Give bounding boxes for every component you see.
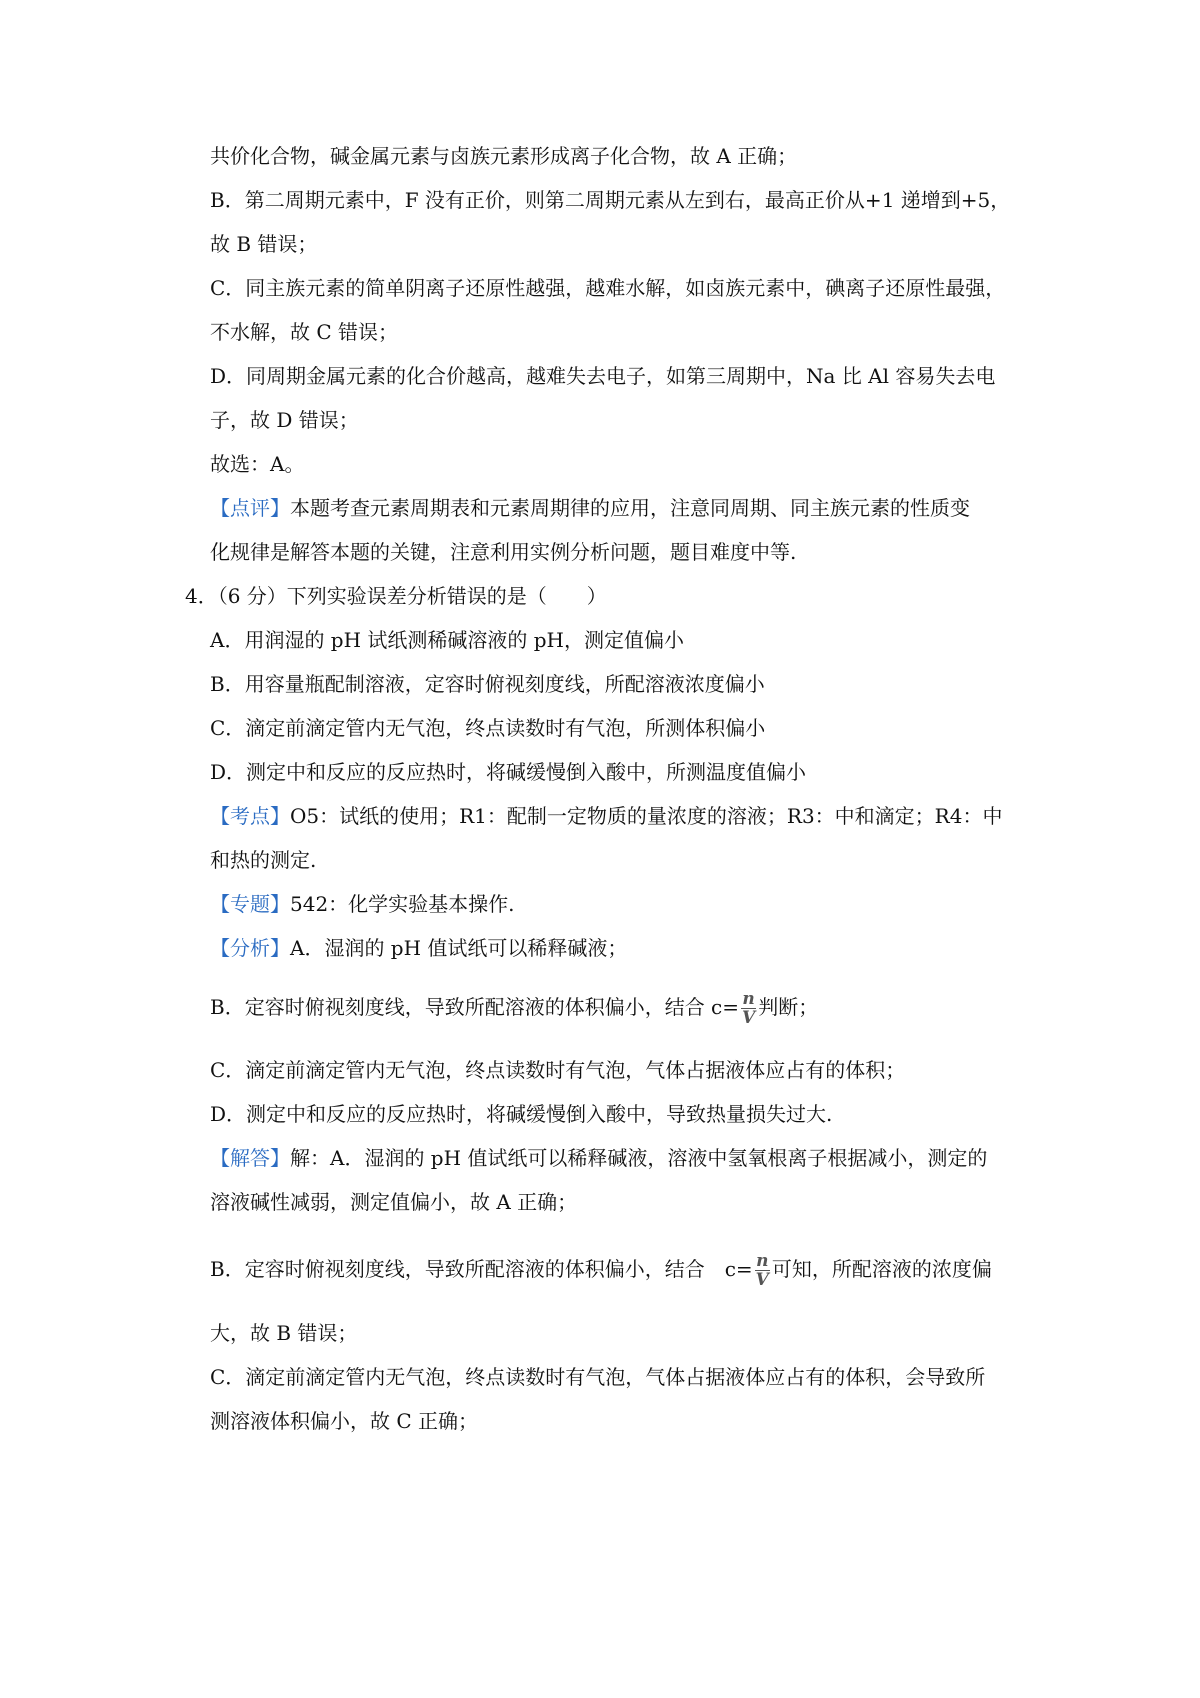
analysis-b-line [210, 989, 819, 1028]
option-b: B．用容量瓶配制溶液，定容时俯视刻度线，所配溶液浓度偏小 [210, 672, 765, 696]
solution-tag: 【解答】 [210, 1146, 290, 1170]
text-line: B．第二周期元素中，F 没有正价，则第二周期元素从左到右，最高正价从+1 递增到+5， [210, 188, 1011, 212]
text-line: D．同周期金属元素的化合价越高，越难失去电子，如第三周期中，Na 比 Al 容易失去电 [210, 364, 996, 388]
fraction-numerator: n [756, 1251, 769, 1271]
text-line: 测溶液体积偏小，故 C 正确； [210, 1409, 479, 1433]
text-line: 共价化合物，碱金属元素与卤族元素形成离子化合物，故 A 正确； [210, 144, 798, 168]
fraction-denominator: V [742, 1008, 756, 1028]
text-line: D．测定中和反应的反应热时，将碱缓慢倒入酸中，导致热量损失过大. [210, 1102, 833, 1126]
text-line: C．同主族元素的简单阴离子还原性越强，越难水解，如卤族元素中，碘离子还原性最强， [210, 276, 1006, 300]
text-line: 化规律是解答本题的关键，注意利用实例分析问题，题目难度中等. [210, 540, 797, 564]
topic-line [210, 889, 515, 919]
analysis-text: A．湿润的 pH 值试纸可以稀释碱液； [290, 936, 628, 960]
text-line: 大，故 B 错误； [210, 1321, 358, 1345]
topic-text: 542：化学实验基本操作. [290, 892, 515, 916]
solution-line [210, 1143, 987, 1173]
text-line: 不水解，故 C 错误； [210, 320, 399, 344]
option-d: D．测定中和反应的反应热时，将碱缓慢倒入酸中，所测温度值偏小 [210, 760, 807, 784]
text-line: C．滴定前滴定管内无气泡，终点读数时有气泡，气体占据液体应占有的体积； [210, 1058, 906, 1082]
analysis-line [210, 933, 627, 963]
text-line: 故选：A。 [210, 452, 305, 476]
option-c: C．滴定前滴定管内无气泡，终点读数时有气泡，所测体积偏小 [210, 716, 766, 740]
text-line: 子，故 D 错误； [210, 408, 359, 432]
fraction-n-over-v [741, 990, 756, 1027]
knowledge-point-line [210, 801, 1002, 831]
analysis-b-text: B．定容时俯视刻度线，导致所配溶液的体积偏小，结合 c= [210, 995, 740, 1019]
solution-b-text: B．定容时俯视刻度线，导致所配溶液的体积偏小，结合 c= [210, 1257, 753, 1281]
analysis-b-text-end: 判断； [758, 995, 819, 1019]
knowledge-point-tag: 【考点】 [210, 804, 290, 828]
comment-line [210, 493, 970, 523]
fraction-n-over-v [755, 1252, 770, 1289]
solution-text: 解：A．湿润的 pH 值试纸可以稀释碱液，溶液中氢氧根离子根据减小，测定的 [290, 1146, 988, 1170]
text-line: 故 B 错误； [210, 232, 318, 256]
topic-tag: 【专题】 [210, 892, 290, 916]
question-title: 4．（6 分）下列实验误差分析错误的是（ ） [185, 584, 607, 608]
solution-b-line [210, 1251, 992, 1290]
fraction-denominator: V [755, 1270, 769, 1290]
analysis-tag: 【分析】 [210, 936, 290, 960]
knowledge-point-text: O5：试纸的使用；R1：配制一定物质的量浓度的溶液；R3：中和滴定；R4：中 [290, 804, 1003, 828]
text-line: 溶液碱性减弱，测定值偏小，故 A 正确； [210, 1190, 578, 1214]
option-a: A．用润湿的 pH 试纸测稀碱溶液的 pH，测定值偏小 [210, 628, 685, 652]
solution-b-text-end: 可知，所配溶液的浓度偏 [771, 1257, 992, 1281]
comment-tag: 【点评】 [210, 496, 290, 520]
text-line: 和热的测定. [210, 848, 317, 872]
comment-text: 本题考查元素周期表和元素周期律的应用，注意同周期、同主族元素的性质变 [290, 496, 970, 520]
fraction-numerator: n [742, 989, 755, 1009]
text-line: C．滴定前滴定管内无气泡，终点读数时有气泡，气体占据液体应占有的体积，会导致所 [210, 1365, 986, 1389]
